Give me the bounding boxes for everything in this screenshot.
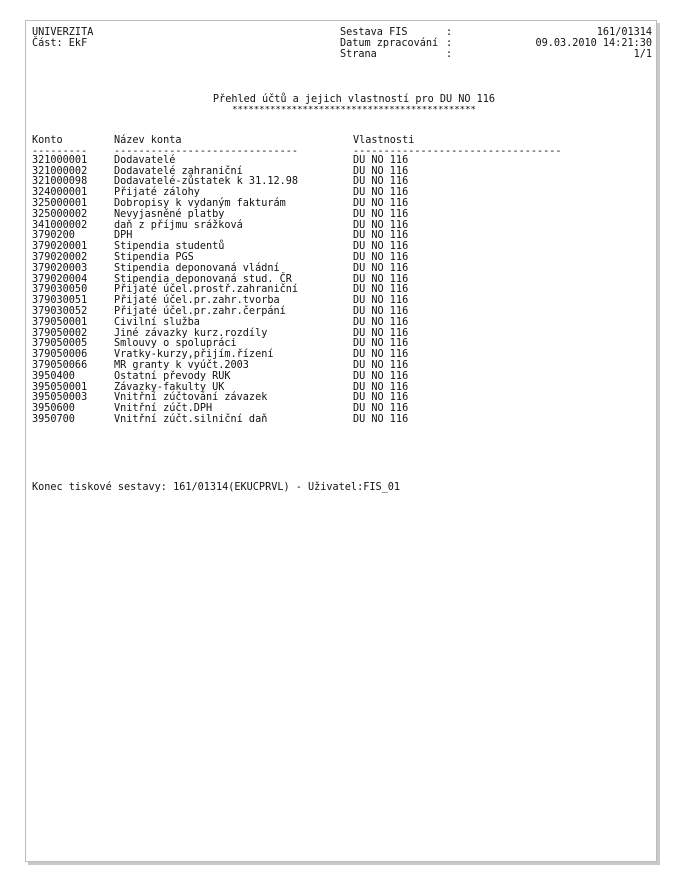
cell-account: 3950600 xyxy=(32,403,75,415)
page-number: 1/1 xyxy=(633,48,652,60)
cell-account: 325000002 xyxy=(32,208,88,220)
header-row xyxy=(32,50,652,61)
cell-name: Stipendia deponovaná vládní xyxy=(114,262,280,274)
rule-name: ------------------------------ xyxy=(114,146,299,156)
table-header-row xyxy=(32,136,652,147)
cell-properties: DU NO 116 xyxy=(353,338,409,350)
cell-name: Vratky-kurzy,přijím.řízení xyxy=(114,349,274,361)
table-row xyxy=(32,415,652,426)
cell-properties: DU NO 116 xyxy=(353,230,409,242)
org-part: Část: EkF xyxy=(32,37,88,49)
cell-name: Stipendia deponovaná stud. ČR xyxy=(114,273,292,285)
cell-properties: DU NO 116 xyxy=(353,273,409,285)
header-label-date: Datum zpracování xyxy=(340,37,439,49)
cell-account: 324000001 xyxy=(32,187,88,199)
cell-name: Závazky-fakulty UK xyxy=(114,381,225,393)
cell-properties: DU NO 116 xyxy=(353,197,409,209)
cell-account: 379030051 xyxy=(32,295,88,307)
cell-name: Vnitřní zúčtování závazek xyxy=(114,392,268,404)
cell-properties: DU NO 116 xyxy=(353,349,409,361)
report-footer: Konec tiskové sestavy: 161/01314(EKUCPRVL) - Uživatel:FIS_01 xyxy=(32,482,401,493)
cell-account: 379050066 xyxy=(32,359,88,371)
cell-name: Dodavatelé zahraniční xyxy=(114,165,243,177)
table-row xyxy=(32,264,652,275)
report-content xyxy=(32,27,652,493)
cell-account: 395050003 xyxy=(32,392,88,404)
header-label-page: Strana xyxy=(340,48,377,60)
table-row xyxy=(32,210,652,221)
cell-name: DPH xyxy=(114,230,133,242)
cell-properties: DU NO 116 xyxy=(353,403,409,415)
accounts-table xyxy=(32,136,652,426)
cell-account: 379050006 xyxy=(32,349,88,361)
cell-name: Dodavatelé-zůstatek k 31.12.98 xyxy=(114,176,299,188)
cell-properties: DU NO 116 xyxy=(353,176,409,188)
cell-account: 379030052 xyxy=(32,305,88,317)
header-label-report: Sestava FIS xyxy=(340,27,408,38)
cell-name: Ostatní převody RUK xyxy=(114,370,231,382)
column-header-properties: Vlastnosti xyxy=(353,135,415,146)
cell-name: MR granty k vyúčt.2003 xyxy=(114,359,249,371)
cell-properties: DU NO 116 xyxy=(353,165,409,177)
header-separator: : xyxy=(446,48,453,60)
report-title: Přehled účtů a jejich vlastností pro DU NO 116 xyxy=(212,94,496,105)
cell-name: Přijaté účel.pr.zahr.čerpání xyxy=(114,305,286,317)
cell-account: 379020002 xyxy=(32,251,88,263)
report-number: 161/01314 xyxy=(596,27,652,38)
cell-name: Přijaté zálohy xyxy=(114,187,200,199)
cell-account: 321000098 xyxy=(32,176,88,188)
cell-account: 325000001 xyxy=(32,197,88,209)
cell-name: Smlouvy o spolupráci xyxy=(114,338,237,350)
cell-properties: DU NO 116 xyxy=(353,284,409,296)
cell-account: 3790200 xyxy=(32,230,75,242)
table-body xyxy=(32,156,652,426)
cell-name: Přijaté účel.prostř.zahraniční xyxy=(114,284,299,296)
table-row xyxy=(32,318,652,329)
rule-properties: ---------------------------------- xyxy=(353,146,562,156)
cell-properties: DU NO 116 xyxy=(353,295,409,307)
cell-properties: DU NO 116 xyxy=(353,187,409,199)
cell-name: Přijaté účel.pr.zahr.tvorba xyxy=(114,295,280,307)
cell-properties: DU NO 116 xyxy=(353,208,409,220)
table-row xyxy=(32,372,652,383)
cell-account: 341000002 xyxy=(32,219,88,231)
cell-account: 3950700 xyxy=(32,413,75,425)
cell-properties: DU NO 116 xyxy=(353,392,409,404)
cell-properties: DU NO 116 xyxy=(353,381,409,393)
cell-properties: DU NO 116 xyxy=(353,251,409,263)
cell-account: 379020001 xyxy=(32,241,88,253)
cell-account: 379020003 xyxy=(32,262,88,274)
cell-name: daň z příjmu srážková xyxy=(114,219,243,231)
org-name: UNIVERZITA xyxy=(32,27,94,38)
cell-name: Stipendia PGS xyxy=(114,251,194,263)
header-row xyxy=(32,39,652,50)
report-header xyxy=(32,28,652,60)
table-row xyxy=(32,156,652,167)
cell-account: 395050001 xyxy=(32,381,88,393)
cell-name: Civilní služba xyxy=(114,316,200,328)
cell-account: 379030050 xyxy=(32,284,88,296)
report-title-block xyxy=(32,95,652,115)
cell-account: 3950400 xyxy=(32,370,75,382)
header-spacer xyxy=(32,50,340,61)
report-page xyxy=(25,20,657,862)
cell-properties: DU NO 116 xyxy=(353,219,409,231)
cell-account: 379020004 xyxy=(32,273,88,285)
processing-date: 09.03.2010 14:21:30 xyxy=(535,37,652,49)
cell-name: Vnitřní zúčt.DPH xyxy=(114,403,213,415)
cell-properties: DU NO 116 xyxy=(353,316,409,328)
cell-properties: DU NO 116 xyxy=(353,370,409,382)
cell-name: Jiné závazky kurz.rozdíly xyxy=(114,327,268,339)
cell-properties: DU NO 116 xyxy=(353,327,409,339)
cell-account: 321000001 xyxy=(32,154,88,166)
column-header-name: Název konta xyxy=(114,135,182,146)
cell-properties: DU NO 116 xyxy=(353,305,409,317)
cell-properties: DU NO 116 xyxy=(353,154,409,166)
cell-name: Stipendia studentů xyxy=(114,241,225,253)
header-separator: : xyxy=(446,37,453,49)
cell-account: 379050002 xyxy=(32,327,88,339)
cell-properties: DU NO 116 xyxy=(353,359,409,371)
cell-name: Vnitřní zúčt.silniční daň xyxy=(114,413,268,425)
rule-account: --------- xyxy=(32,146,88,156)
cell-name: Nevyjasněné platby xyxy=(114,208,225,220)
cell-properties: DU NO 116 xyxy=(353,413,409,425)
cell-properties: DU NO 116 xyxy=(353,241,409,253)
header-separator: : xyxy=(446,27,453,38)
cell-account: 379050005 xyxy=(32,338,88,350)
cell-account: 379050001 xyxy=(32,316,88,328)
cell-name: Dobropisy k vydaným fakturám xyxy=(114,197,286,209)
cell-properties: DU NO 116 xyxy=(353,262,409,274)
column-header-account: Konto xyxy=(32,135,63,146)
cell-account: 321000002 xyxy=(32,165,88,177)
cell-name: Dodavatelé xyxy=(114,154,176,166)
title-underline: ********************************************* xyxy=(232,105,476,115)
